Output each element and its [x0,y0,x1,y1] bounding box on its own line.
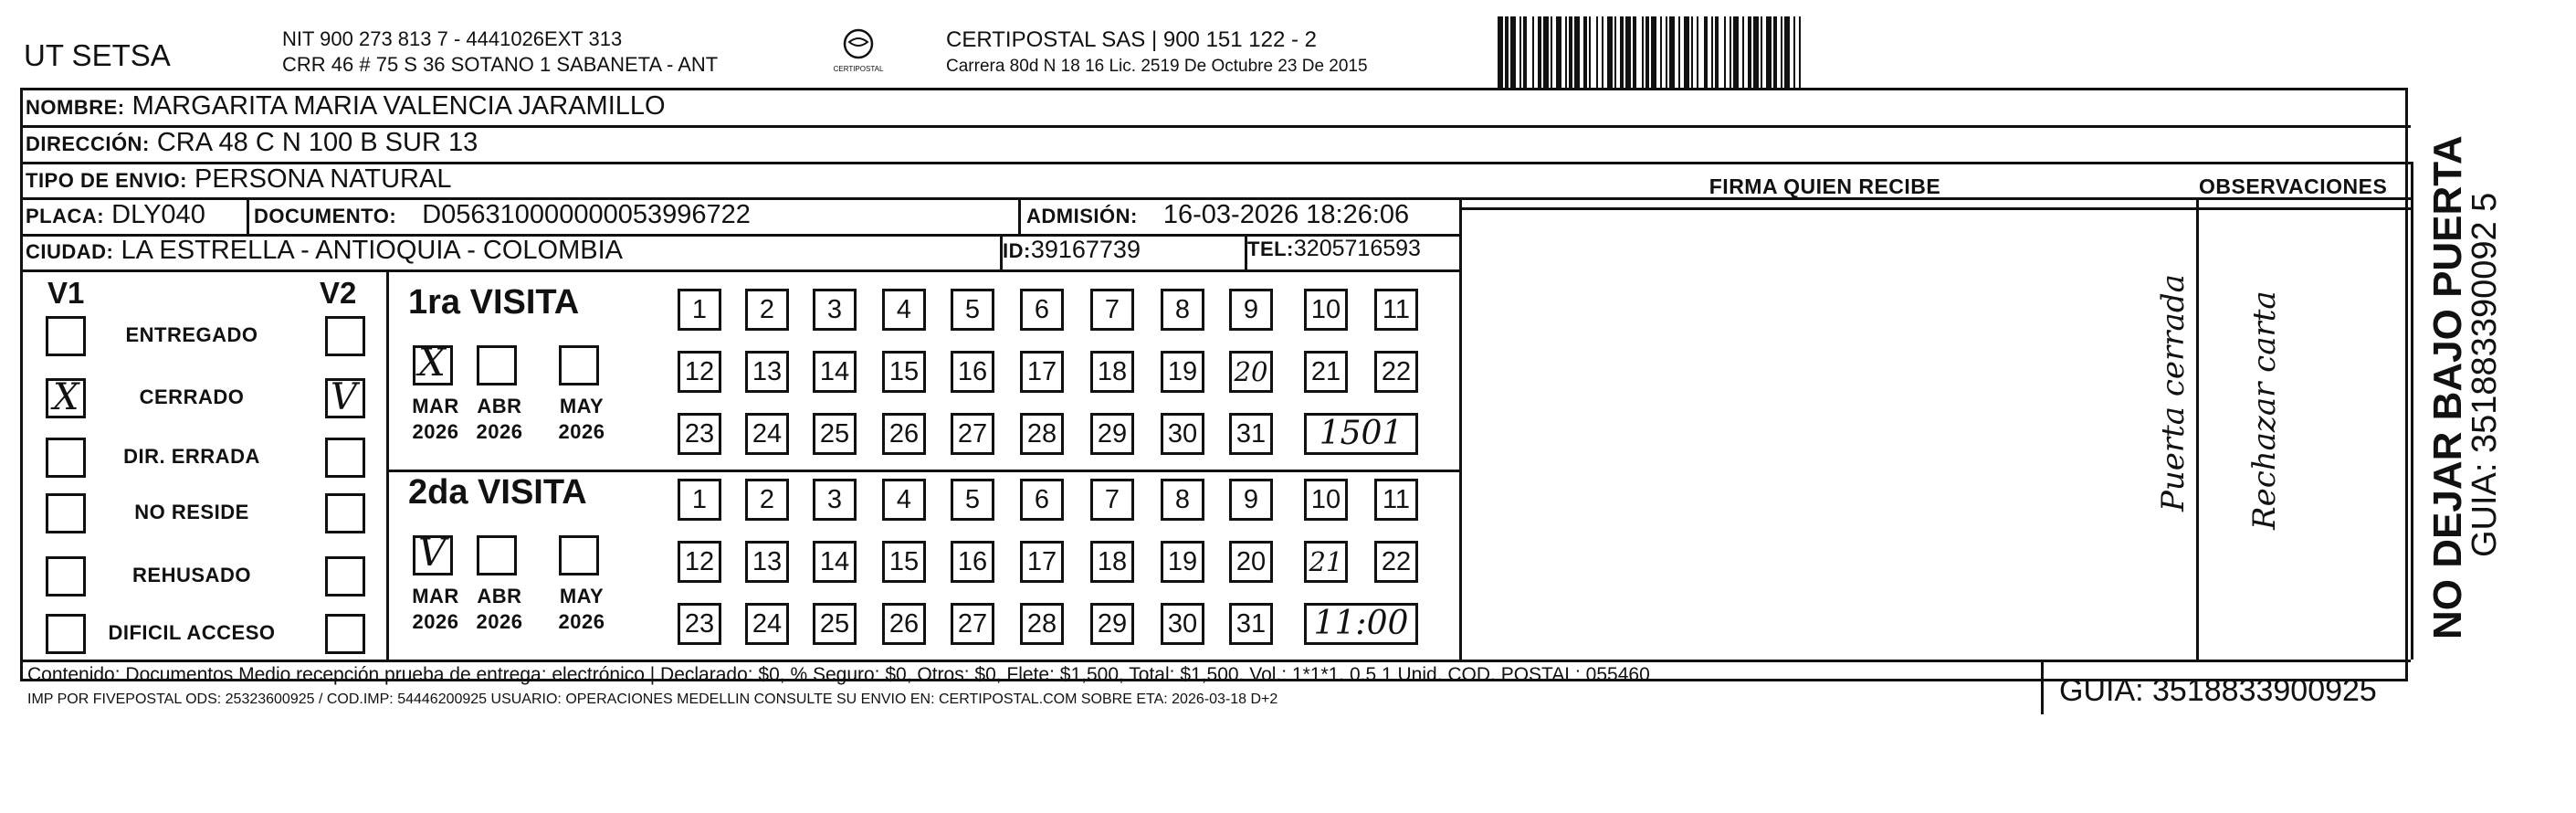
day-box[interactable]: 13 [745,351,789,393]
day-box[interactable]: 12 [678,541,721,583]
day-box[interactable]: 10 [1304,479,1348,521]
documento-value: D056310000000053996722 [422,200,751,229]
ciudad-label: CIUDAD: [26,240,114,263]
barcode-bar [1711,16,1713,88]
day-box[interactable]: 15 [882,351,926,393]
barcode-bar [1583,16,1587,88]
month-mark: X [418,340,446,385]
status-label: ENTREGADO [125,323,258,346]
status-label: NO RESIDE [134,501,249,523]
year-label: 2026 [412,420,459,443]
placa-value: DLY040 [111,200,205,229]
day-box[interactable]: 29 [1090,603,1134,645]
day-box[interactable]: 11 [1374,479,1418,521]
barcode-bar [1773,16,1777,88]
day-box[interactable]: 23 [678,603,721,645]
status-label: DIFICIL ACCESO [108,621,276,644]
day-box[interactable]: 22 [1374,541,1418,583]
barcode-bar [1766,16,1772,88]
v2-checkbox[interactable] [325,438,365,478]
day-box[interactable]: 5 [951,479,994,521]
day-box[interactable]: 15 [882,541,926,583]
status-label: DIR. ERRADA [123,445,260,468]
day-box[interactable]: 6 [1020,479,1064,521]
day-box[interactable]: 9 [1229,289,1273,331]
month-label: ABR [477,395,522,417]
v2-checkbox[interactable] [325,614,365,654]
day-box[interactable]: 19 [1161,541,1204,583]
day-box[interactable]: 26 [882,413,926,455]
documento-row [254,200,751,230]
v2-heading: V2 [320,276,357,310]
tel-label: TEL: [1247,238,1294,260]
barcode-bar [1607,16,1613,88]
certipostal-line-1: CERTIPOSTAL SAS | 900 151 122 - 2 [946,27,1317,52]
day-box[interactable]: 8 [1161,289,1204,331]
barcode-bar [1660,16,1662,88]
day-box[interactable]: 25 [813,413,857,455]
tipo-label: TIPO DE ENVIO: [26,169,187,192]
handwritten-obs-2: Rechazar carta [2246,290,2283,530]
day-box[interactable]: 26 [882,603,926,645]
day-box[interactable]: 17 [1020,541,1064,583]
side-guia: GUIA: 351883390092 5 [2466,192,2504,557]
day-box[interactable]: 4 [882,289,926,331]
barcode-bar [1625,16,1631,88]
barcode-bar [1556,16,1561,88]
day-box[interactable]: 20 [1229,541,1273,583]
direccion-value: CRA 48 C N 100 B SUR 13 [156,128,478,157]
barcode-bar [1510,16,1516,88]
day-box[interactable]: 7 [1090,479,1134,521]
logo-text: CERTIPOSTAL [833,65,884,73]
v2-mark: V [331,376,357,418]
day-box[interactable]: 1 [678,289,721,331]
tel-row [1247,236,1421,262]
year-label: 2026 [476,420,523,443]
day-box[interactable]: 18 [1090,351,1134,393]
v1-checkbox[interactable] [46,438,86,478]
barcode-bar [1532,16,1534,88]
day-box[interactable]: 7 [1090,289,1134,331]
certipostal-line-2: Carrera 80d N 18 16 Lic. 2519 De Octubre 23 De 2015 [946,57,1368,76]
barcode-bar [1523,16,1527,88]
barcode-bar [1684,16,1689,88]
v1-checkbox[interactable] [46,493,86,533]
day-box[interactable]: 3 [813,289,857,331]
barcode-bar [1793,16,1795,88]
day-box[interactable]: 13 [745,541,789,583]
day-box[interactable]: 23 [678,413,721,455]
month-checkbox[interactable] [559,345,599,385]
barcode-bar [1614,16,1616,88]
barcode-bar [1781,16,1782,88]
day-box[interactable]: 30 [1161,413,1204,455]
day-box[interactable]: 29 [1090,413,1134,455]
tipo-row [26,164,451,195]
barcode-bar [1498,16,1503,88]
month-checkbox[interactable] [477,345,517,385]
direccion-row [26,128,478,158]
status-label: REHUSADO [132,564,251,586]
side-warning: NO DEJAR BAJO PUERTA [2425,135,2470,639]
month-label: MAR [412,395,459,417]
barcode-bar [1565,16,1567,88]
barcode-bar [1505,16,1509,88]
barcode-bar [1666,16,1667,88]
certipostal-logo-icon [838,27,878,60]
day-box[interactable]: 6 [1020,289,1064,331]
barcode-bar [1543,16,1549,88]
day-box[interactable]: 25 [813,603,857,645]
barcode-bar [1642,16,1644,88]
first-visit-title: 1ra VISITA [408,283,580,322]
admision-row [1026,200,1409,230]
admision-value: 16-03-2026 18:26:06 [1162,200,1410,229]
day-box[interactable]: 4 [882,479,926,521]
day-box[interactable]: 2 [745,289,789,331]
status-label: CERRADO [139,385,245,408]
v2-checkbox[interactable] [325,316,365,356]
time-box[interactable]: 1501 [1304,413,1418,455]
day-box[interactable]: 30 [1161,603,1204,645]
barcode-bar [1784,16,1790,88]
month-label: MAY [559,395,605,417]
month-checkbox[interactable] [559,535,599,575]
year-label: 2026 [476,610,523,633]
barcode-bar [1761,16,1762,88]
barcode-bar [1742,16,1744,88]
id-row [1003,236,1141,264]
day-box[interactable]: 14 [813,541,857,583]
barcode-bar [1551,16,1552,88]
handwritten-obs-1: Puerta cerrada [2155,274,2192,512]
month-checkbox[interactable] [477,535,517,575]
barcode-bar [1678,16,1680,88]
direccion-label: DIRECCIÓN: [26,132,150,155]
barcode-bar [1748,16,1751,88]
observaciones-header: OBSERVACIONES [2199,174,2388,198]
month-label: MAY [559,585,605,607]
day-box[interactable]: 8 [1161,479,1204,521]
year-label: 2026 [558,610,605,633]
id-label: ID: [1003,239,1031,262]
second-visit-title: 2da VISITA [408,473,587,512]
placa-label: PLACA: [26,205,105,227]
barcode-bar [1715,16,1719,88]
v2-checkbox[interactable] [325,493,365,533]
v1-mark: X [53,376,79,418]
placa-row [26,200,205,230]
barcode-bar [1519,16,1521,88]
nit-line-2: CRR 46 # 75 S 36 SOTANO 1 SABANETA - ANT [282,53,719,76]
barcode-bar [1633,16,1636,88]
nit-line-1: NIT 900 273 813 7 - 4441026EXT 313 [282,27,623,50]
day-box[interactable]: 24 [745,603,789,645]
id-value: 39167739 [1030,236,1141,263]
footer-line-2: IMP POR FIVEPOSTAL ODS: 25323600925 / COD.IMP: 54446200925 USUARIO: OPERACIONES MEDELLIN CONSULTE SU ENVIO EN: CERTIPOSTAL.COM SOBRE ETA: 2026-03-18 D+2 [27,692,1278,707]
day-box[interactable]: 28 [1020,603,1064,645]
day-box[interactable]: 16 [951,541,994,583]
day-box[interactable]: 22 [1374,351,1418,393]
day-box[interactable]: 14 [813,351,857,393]
day-box[interactable]: 2 [745,479,789,521]
day-box[interactable]: 10 [1304,289,1348,331]
barcode-bar [1691,16,1693,88]
barcode-bar [1538,16,1541,88]
day-box[interactable]: 17 [1020,351,1064,393]
footer-guia: GUIA: 3518833900925 [2059,673,2377,708]
v2-checkbox[interactable] [325,556,365,597]
footer-line-1: Contenido: Documentos Medio recepción prueba de entrega: electrónico | Declarado: $0, % Seguro: $0, Otros: $0, Flete: $1,500, Total: $1,500. Vol.: 1*1*1. 0.5 1 Unid. COD. POSTAL: 055460 [27,664,1650,685]
barcode-bar [1704,16,1708,88]
tipo-value: PERSONA NATURAL [194,164,452,194]
barcode-bar [1724,16,1726,88]
year-label: 2026 [558,420,605,443]
day-box[interactable]: 27 [951,603,994,645]
barcode-bar [1589,16,1591,88]
v1-heading: V1 [47,276,85,310]
barcode [1498,16,2009,88]
nombre-row [26,91,666,121]
year-label: 2026 [412,610,459,633]
tel-value: 3205716593 [1293,236,1421,261]
day-box[interactable]: 18 [1090,541,1134,583]
day-box[interactable]: 12 [678,351,721,393]
barcode-bar [1799,16,1801,88]
barcode-bar [1753,16,1759,88]
barcode-bar [1574,16,1580,88]
barcode-bar [1669,16,1675,88]
certipostal-logo [826,27,890,82]
day-box[interactable]: 20 [1229,351,1273,393]
day-box[interactable]: 28 [1020,413,1064,455]
day-box[interactable]: 11 [1374,289,1418,331]
admision-label: ADMISIÓN: [1026,205,1138,227]
barcode-bar [1569,16,1572,88]
day-box[interactable]: 24 [745,413,789,455]
day-box[interactable]: 1 [678,479,721,521]
day-box[interactable]: 27 [951,413,994,455]
barcode-bar [1733,16,1739,88]
nombre-label: NOMBRE: [26,96,125,119]
day-box[interactable]: 21 [1304,351,1348,393]
barcode-bar [1620,16,1624,88]
barcode-bar [1596,16,1598,88]
ciudad-value: LA ESTRELLA - ANTIOQUIA - COLOMBIA [121,236,624,265]
day-box[interactable]: 21 [1304,541,1348,583]
month-mark: V [418,530,447,575]
day-box[interactable]: 19 [1161,351,1204,393]
nombre-value: MARGARITA MARIA VALENCIA JARAMILLO [131,91,666,121]
day-box[interactable]: 5 [951,289,994,331]
barcode-bar [1602,16,1603,88]
time-box[interactable]: 11:00 [1304,603,1418,645]
day-box[interactable]: 31 [1229,603,1273,645]
barcode-bar [1651,16,1656,88]
day-box[interactable]: 16 [951,351,994,393]
day-box[interactable]: 9 [1229,479,1273,521]
ciudad-row [26,236,623,266]
day-box[interactable]: 31 [1229,413,1273,455]
barcode-bar [1697,16,1698,88]
barcode-bar [1645,16,1649,88]
v1-checkbox[interactable] [46,316,86,356]
month-label: ABR [477,585,522,607]
month-label: MAR [412,585,459,607]
v1-checkbox[interactable] [46,614,86,654]
day-box[interactable]: 3 [813,479,857,521]
v1-checkbox[interactable] [46,556,86,597]
barcode-bar [1730,16,1731,88]
company-name: UT SETSA [24,38,171,72]
firma-header: FIRMA QUIEN RECIBE [1709,174,1941,198]
documento-label: DOCUMENTO: [254,205,397,227]
